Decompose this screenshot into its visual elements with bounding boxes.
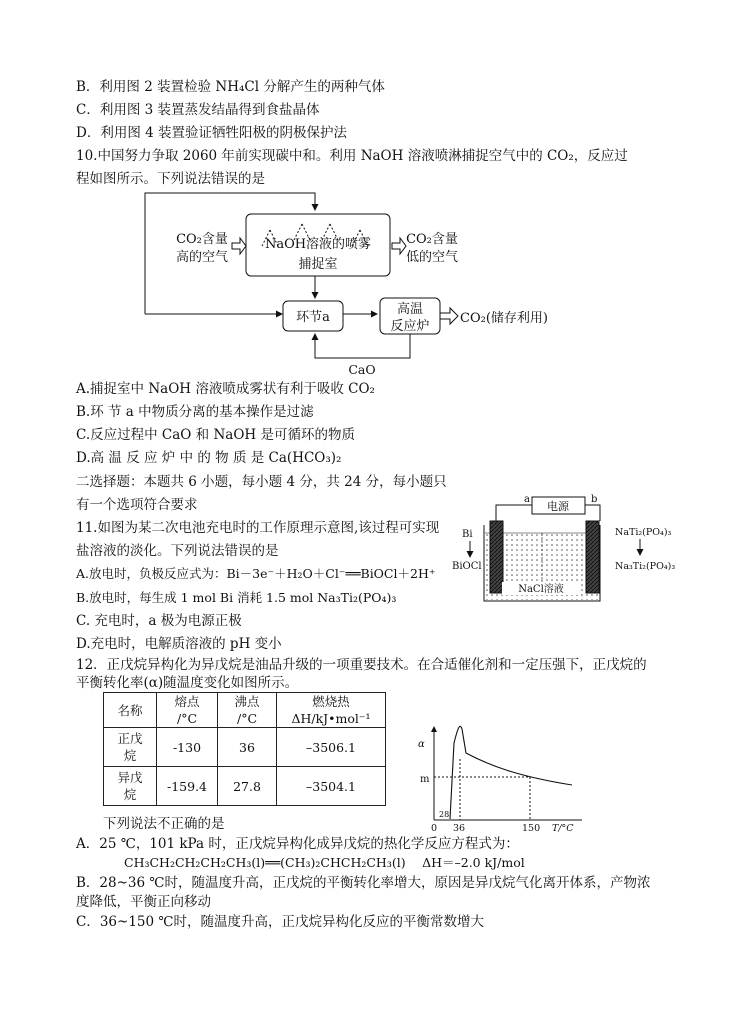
properties-table xyxy=(103,692,386,806)
q12-option-c: C．36~150 ℃时，随温度升高，正戊烷异构化反应的平衡常数增大 xyxy=(76,914,484,930)
output-air-label1: CO₂含量 xyxy=(406,232,458,247)
q12-stem-line2: 平衡转化率(α)随温度变化如图所示。 xyxy=(76,675,299,691)
q12-question: 下列说法不正确的是 xyxy=(103,816,225,832)
q10-process-diagram xyxy=(140,188,580,378)
q9-option-c: C．利用图 3 装置蒸发结晶得到食盐晶体 xyxy=(76,102,320,118)
header-dh-unit: ΔH/kJ•mol⁻¹ xyxy=(291,711,371,726)
table-row xyxy=(104,728,386,767)
q11-stem-line1: 11.如图为某二次电池充电时的工作原理示意图,该过程可实现 xyxy=(76,520,440,536)
x-tick-36: 36 xyxy=(453,823,466,834)
q11-option-c: C. 充电时，a 极为电源正极 xyxy=(76,613,242,629)
capture-room-label2: 捕捉室 xyxy=(298,257,338,272)
power-label: 电源 xyxy=(547,500,569,513)
q11-option-a: A.放电时，负极反应式为：Bi－3e⁻＋H₂O＋Cl⁻══BiOCl＋2H⁺ xyxy=(76,566,436,581)
input-air-label2: 高的空气 xyxy=(175,250,229,265)
alpha-curve xyxy=(450,726,572,819)
x-tick-150: 150 xyxy=(522,823,541,834)
input-air-label1: CO₂含量 xyxy=(176,232,228,247)
header-mp: 熔点 xyxy=(174,694,200,709)
x-tick-28: 28 xyxy=(439,810,450,819)
row-mp: -159.4 xyxy=(157,767,218,806)
q12-option-b-line1: B．28~36 ℃时，随温度升高，正戊烷的平衡转化率增大，原因是异戊烷气化离开体系，产物浓 xyxy=(76,875,651,891)
q11-option-d: D.充电时，电解质溶液的 pH 变小 xyxy=(76,636,282,652)
q11-battery-figure xyxy=(450,493,680,605)
q10-option-a: A.捕捉室中 NaOH 溶液喷成雾状有利于吸收 CO₂ xyxy=(76,381,375,397)
header-bp-unit: /°C xyxy=(236,711,258,726)
row-name: 正戊 xyxy=(117,731,143,746)
q11-option-b: B.放电时，每生成 1 mol Bi 消耗 1.5 mol Na₃Ti₂(PO₄)₃ xyxy=(76,590,397,605)
alpha-temperature-graph xyxy=(412,723,592,835)
q10-option-b: B.环 节 a 中物质分离的基本操作是过滤 xyxy=(76,404,314,420)
header-dh: 燃烧热 xyxy=(312,694,350,709)
terminal-b: b xyxy=(591,494,598,505)
q12-stem-line1: 12．正戊烷异构化为异戊烷是油品升级的一项重要技术。在合适催化剂和一定压强下，正戊烷的 xyxy=(76,657,647,673)
q9-option-b: B．利用图 2 装置检验 NH₄Cl 分解产生的两种气体 xyxy=(76,79,385,95)
q12-option-a-line1: A．25 ℃，101 kPa 时，正戊烷异构化成异戊烷的热化学反应方程式为： xyxy=(76,836,519,852)
nati-label: NaTi₂(PO₄)₃ xyxy=(615,527,672,538)
solution-label: NaCl溶液 xyxy=(518,584,564,595)
terminal-a: a xyxy=(524,494,530,505)
header-name: 名称 xyxy=(104,693,157,728)
row-name: 异戊 xyxy=(117,770,143,785)
header-bp: 沸点 xyxy=(234,694,260,709)
furnace-label1: 高温 xyxy=(396,302,424,317)
row-dh: –3504.1 xyxy=(277,767,386,806)
y-axis-label: α xyxy=(418,739,425,750)
q10-option-c: C.反应过程中 CaO 和 NaOH 是可循环的物质 xyxy=(76,427,355,443)
row-name-2: 烷 xyxy=(123,748,137,763)
furnace-label2: 反应炉 xyxy=(390,319,430,334)
output-air-label2: 低的空气 xyxy=(405,250,459,265)
section2-line1: 二选择题：本题共 6 小题，每小题 4 分，共 24 分，每小题只 xyxy=(76,474,447,490)
q12-option-b-line2: 度降低，平衡正向移动 xyxy=(76,894,211,910)
na3ti-label: Na₃Ti₂(PO₄)₃ xyxy=(615,561,676,572)
q12-option-a-equation: CH₃CH₂CH₂CH₂CH₃(l)══(CH₃)₂CHCH₂CH₃(l) ΔH＝–2.0 kJ/mol xyxy=(124,855,525,870)
row-bp: 27.8 xyxy=(218,767,277,806)
row-name-2: 烷 xyxy=(123,787,137,802)
row-dh: –3506.1 xyxy=(277,728,386,767)
section2-line2: 有一个选项符合要求 xyxy=(76,497,198,513)
table-row xyxy=(104,767,386,806)
m-label: m xyxy=(420,774,430,785)
header-mp-unit: /°C xyxy=(176,711,198,726)
row-mp: -130 xyxy=(157,728,218,767)
bi-label: Bi xyxy=(462,529,473,540)
q9-option-d: D．利用图 4 装置验证牺牲阳极的阴极保护法 xyxy=(76,125,347,141)
capture-room-label1: NaOH溶液的喷雾 xyxy=(264,237,372,252)
x-axis-label: T/°C xyxy=(552,823,574,834)
q11-stem-line2: 盐溶液的淡化。下列说法错误的是 xyxy=(76,543,279,559)
cao-label: CaO xyxy=(348,362,376,377)
product-label: CO₂(储存利用) xyxy=(460,311,548,326)
row-bp: 36 xyxy=(218,728,277,767)
q10-stem-line1: 10.中国努力争取 2060 年前实现碳中和。利用 NaOH 溶液喷淋捕捉空气中的 CO₂，反应过 xyxy=(76,148,628,164)
q10-option-d: D.高 温 反 应 炉 中 的 物 质 是 Ca(HCO₃)₂ xyxy=(76,450,342,466)
x-tick-0: 0 xyxy=(431,823,438,834)
link-a-label: 环节a xyxy=(296,310,330,325)
biocl-label: BiOCl xyxy=(452,561,482,572)
q10-stem-line2: 程如图所示。下列说法错误的是 xyxy=(76,171,265,187)
